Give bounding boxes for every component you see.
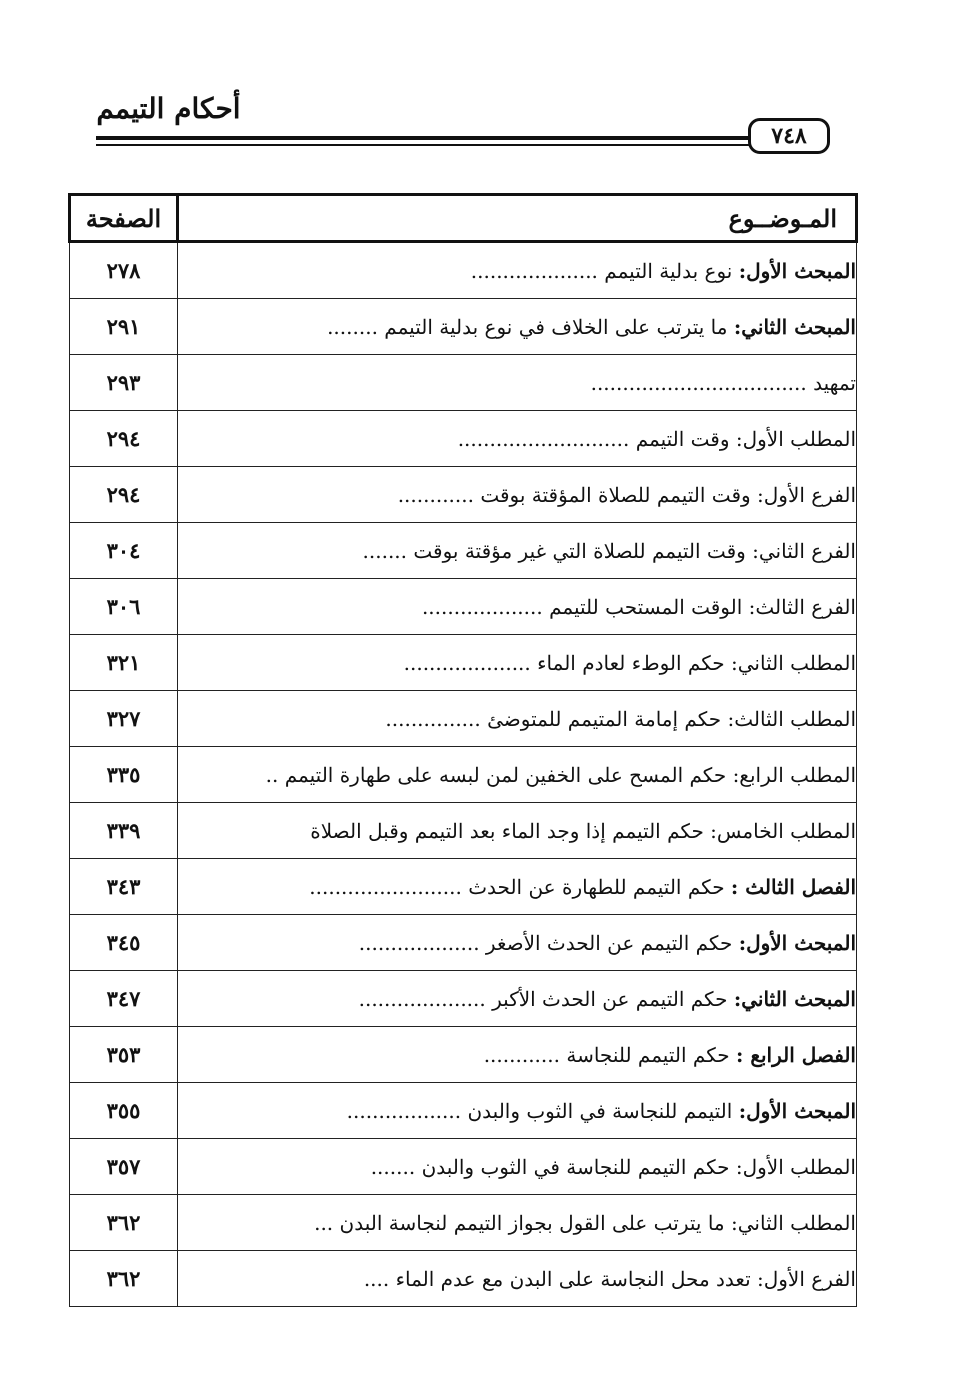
topic-cell xyxy=(178,579,857,635)
entry-title: المطلب الثاني: حكم الوطء لعادم الماء xyxy=(537,650,856,675)
table-row xyxy=(70,523,857,579)
leader-dots: .................... xyxy=(470,258,605,283)
leader-dots: ....... xyxy=(362,538,414,563)
leader-dots: ........................ xyxy=(309,874,469,899)
entry-title: الفرع الأول: وقت التيمم للصلاة المؤقتة بوقت xyxy=(480,482,856,507)
table-row xyxy=(70,579,857,635)
page-cell: ٢٩٣ xyxy=(70,355,178,411)
page-column-header: الصفحة xyxy=(70,195,178,242)
page-cell: ٣٤٣ xyxy=(70,859,178,915)
page-cell: ٢٩٤ xyxy=(70,411,178,467)
leader-dots: .................. xyxy=(346,1098,468,1123)
entry-title: المطلب الأول: حكم التيمم للنجاسة في الثوب والبدن xyxy=(421,1154,856,1179)
leader-dots: ................... xyxy=(421,594,550,619)
leader-dots: ................... xyxy=(358,930,486,955)
entry-title: حكم التيمم للطهارة عن الحدث xyxy=(468,874,731,899)
table-row xyxy=(70,1083,857,1139)
leader-dots: ... xyxy=(314,1210,340,1235)
leader-dots: ............... xyxy=(385,706,488,731)
table-row xyxy=(70,971,857,1027)
page-cell: ٣٠٦ xyxy=(70,579,178,635)
page-cell: ٢٩١ xyxy=(70,299,178,355)
page-cell: ٣٥٥ xyxy=(70,1083,178,1139)
topic-cell xyxy=(178,1139,857,1195)
leader-dots: .................... xyxy=(403,650,538,675)
entry-title: حكم التيمم عن الحدث الأصغر xyxy=(485,930,739,955)
topic-cell xyxy=(178,803,857,859)
entry-title: الفرع الأول: تعدد محل النجاسة على البدن مع عدم الماء xyxy=(395,1266,856,1291)
topic-column-header: المـوضــوع xyxy=(178,195,857,242)
entry-label: الفصل الثالث : xyxy=(730,874,856,899)
contents-table xyxy=(68,193,858,1307)
page-cell: ٣٠٤ xyxy=(70,523,178,579)
page-cell: ٣٦٢ xyxy=(70,1195,178,1251)
leader-dots: ............ xyxy=(483,1042,567,1067)
entry-label: المبحث الثاني: xyxy=(733,314,856,339)
contents-body xyxy=(70,242,857,1307)
page-cell: ٣٦٢ xyxy=(70,1251,178,1307)
table-row xyxy=(70,803,857,859)
leader-dots: ........................... xyxy=(457,426,636,451)
table-header-row xyxy=(70,195,857,242)
header-rule xyxy=(96,136,751,140)
entry-title: الفرع الثاني: وقت التيمم للصلاة التي غير مؤقتة بوقت xyxy=(413,538,856,563)
topic-cell xyxy=(178,859,857,915)
topic-cell xyxy=(178,467,857,523)
entry-title: المطلب الثاني: ما يترتب على القول بجواز التيمم لنجاسة البدن xyxy=(339,1210,856,1235)
topic-cell xyxy=(178,915,857,971)
entry-title: المطلب الخامس: حكم التيمم إذا وجد الماء بعد التيمم وقبل الصلاة xyxy=(310,818,856,843)
leader-dots: ............ xyxy=(397,482,481,507)
entry-title: المطلب الأول: وقت التيمم xyxy=(635,426,856,451)
table-row xyxy=(70,1195,857,1251)
page-cell: ٣٤٥ xyxy=(70,915,178,971)
entry-title: حكم التيمم عن الحدث الأكبر xyxy=(492,986,734,1011)
leader-dots: .................................. xyxy=(590,370,814,395)
entry-title: الفرع الثالث: الوقت المستحب للتيمم xyxy=(549,594,856,619)
page-cell: ٣٢٧ xyxy=(70,691,178,747)
leader-dots: ........ xyxy=(327,314,385,339)
entry-title: المطلب الرابع: حكم المسح على الخفين لمن لبسه على طهارة التيمم xyxy=(284,762,856,787)
table-row xyxy=(70,1027,857,1083)
topic-cell xyxy=(178,523,857,579)
entry-title: نوع بدلية التيمم xyxy=(604,258,739,283)
table-row xyxy=(70,1139,857,1195)
table-row xyxy=(70,1251,857,1307)
entry-label: المبحث الأول: xyxy=(738,1098,856,1123)
topic-cell xyxy=(178,691,857,747)
entry-label: المبحث الأول: xyxy=(738,258,856,283)
page-cell: ٣٥٣ xyxy=(70,1027,178,1083)
running-title: أحكام التيمم xyxy=(96,92,241,125)
page-cell: ٣٥٧ xyxy=(70,1139,178,1195)
page-header xyxy=(96,88,832,158)
page-cell: ٣٤٧ xyxy=(70,971,178,1027)
topic-cell xyxy=(178,242,857,299)
topic-cell xyxy=(178,355,857,411)
topic-cell xyxy=(178,1083,857,1139)
table-row xyxy=(70,355,857,411)
entry-title: التيمم للنجاسة في الثوب والبدن xyxy=(467,1098,739,1123)
topic-cell xyxy=(178,411,857,467)
page-cell: ٢٧٨ xyxy=(70,242,178,299)
table-row xyxy=(70,691,857,747)
table-row xyxy=(70,747,857,803)
topic-cell xyxy=(178,1195,857,1251)
table-row xyxy=(70,859,857,915)
page-cell: ٣٣٩ xyxy=(70,803,178,859)
leader-dots: ....... xyxy=(370,1154,422,1179)
page-cell: ٣٣٥ xyxy=(70,747,178,803)
entry-label: المبحث الثاني: xyxy=(733,986,856,1011)
header-rule-thin xyxy=(96,144,751,146)
leader-dots: .... xyxy=(363,1266,396,1291)
topic-cell xyxy=(178,1027,857,1083)
entry-title: ما يترتب على الخلاف في نوع بدلية التيمم xyxy=(384,314,734,339)
table-row xyxy=(70,467,857,523)
table-row xyxy=(70,915,857,971)
table-row xyxy=(70,411,857,467)
table-row xyxy=(70,635,857,691)
page-number: ٧٤٨ xyxy=(748,118,830,154)
entry-title: حكم التيمم للنجاسة xyxy=(566,1042,736,1067)
page-cell: ٢٩٤ xyxy=(70,467,178,523)
table-row xyxy=(70,242,857,299)
entry-title: المطلب الثالث: حكم إمامة المتيمم للمتوضئ xyxy=(487,706,856,731)
entry-label: المبحث الأول: xyxy=(738,930,856,955)
page-cell: ٣٢١ xyxy=(70,635,178,691)
entry-title: تمهيد xyxy=(813,370,856,395)
topic-cell xyxy=(178,747,857,803)
leader-dots: .................... xyxy=(358,986,493,1011)
table-row xyxy=(70,299,857,355)
entry-label: الفصل الرابع : xyxy=(735,1042,856,1067)
topic-cell xyxy=(178,1251,857,1307)
topic-cell xyxy=(178,635,857,691)
topic-cell xyxy=(178,299,857,355)
topic-cell xyxy=(178,971,857,1027)
leader-dots: .. xyxy=(265,762,285,787)
